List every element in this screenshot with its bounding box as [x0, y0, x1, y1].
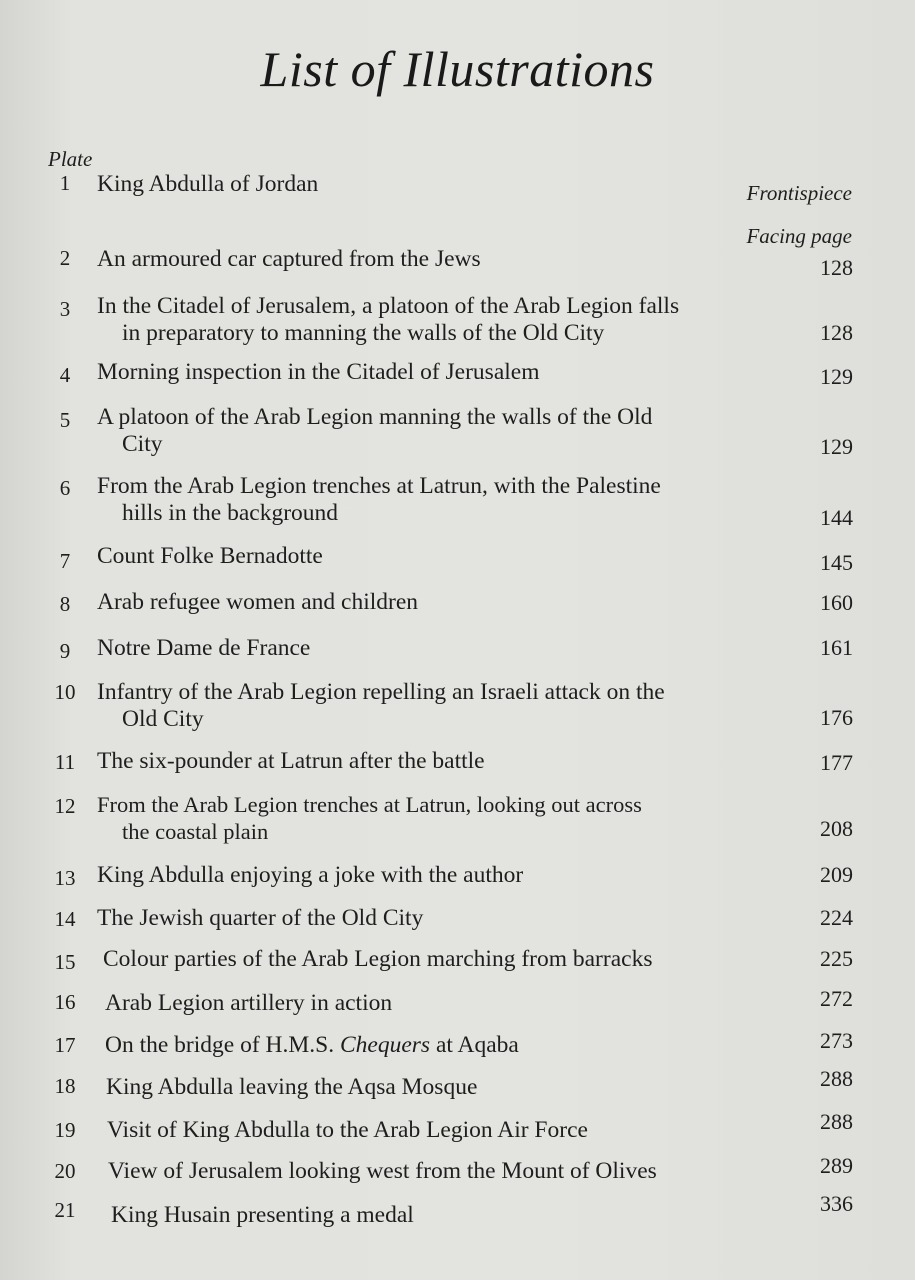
page-number: 336 [820, 1191, 853, 1216]
plate-number: 7 [59, 549, 71, 573]
plate-title: A platoon of the Arab Legion manning the walls of the Old City [97, 404, 653, 457]
page-number: 145 [820, 550, 853, 575]
plate-number: 16 [54, 990, 76, 1014]
plate-title: King Abdulla leaving the Aqsa Mosque [106, 1074, 478, 1100]
page-number: 129 [820, 434, 853, 459]
plate-number: 14 [54, 907, 76, 931]
plate-title: Infantry of the Arab Legion repelling an Israeli attack on the Old City [97, 679, 665, 732]
frontispiece-label: Frontispiece [746, 181, 852, 205]
plate-number: 20 [54, 1159, 76, 1183]
plate-number: 17 [54, 1033, 76, 1057]
plate-title: Arab refugee women and children [97, 589, 419, 615]
plate-number: 19 [54, 1118, 76, 1142]
plate-number: 15 [54, 950, 76, 974]
plate-title: Colour parties of the Arab Legion marching from barracks [103, 946, 653, 972]
plate-title: King Abdulla enjoying a joke with the author [97, 862, 524, 888]
page-number: 289 [820, 1153, 853, 1178]
page-number: 224 [820, 905, 853, 930]
plate-title: An armoured car captured from the Jews [97, 246, 481, 272]
page-number: 128 [820, 255, 853, 280]
plate-number: 1 [59, 171, 71, 195]
plate-number: 6 [59, 476, 71, 500]
page-number: 128 [820, 320, 853, 345]
page-number: 288 [820, 1109, 853, 1134]
plate-number: 10 [54, 680, 76, 704]
plate-title: Notre Dame de France [97, 635, 311, 661]
plate-title: The Jewish quarter of the Old City [97, 905, 424, 931]
page-number: 272 [820, 986, 853, 1011]
plate-title: King Husain presenting a medal [111, 1202, 414, 1228]
plate-number: 9 [59, 639, 71, 663]
plate-number: 13 [54, 866, 76, 890]
plate-title: The six-pounder at Latrun after the battle [97, 748, 485, 774]
facing-page-label: Facing page [746, 224, 852, 248]
plate-title: On the bridge of H.M.S. Chequers at Aqaba [105, 1032, 519, 1058]
plate-column-label: Plate [48, 147, 93, 171]
plate-title: In the Citadel of Jerusalem, a platoon of the Arab Legion falls in preparatory to manning the walls of the Old City [97, 293, 680, 346]
plate-title: King Abdulla of Jordan [97, 171, 319, 197]
page-number: 176 [820, 705, 853, 730]
plate-number: 2 [59, 246, 71, 270]
plate-title: Visit of King Abdulla to the Arab Legion Air Force [107, 1117, 588, 1143]
plate-title: From the Arab Legion trenches at Latrun, with the Palestine hills in the background [97, 473, 661, 526]
plate-title: Morning inspection in the Citadel of Jerusalem [97, 359, 540, 385]
plate-number: 12 [54, 794, 76, 818]
page-title: List of Illustrations [260, 41, 655, 97]
plate-number: 18 [54, 1074, 76, 1098]
page-number: 160 [820, 590, 853, 615]
page-number: 208 [820, 816, 853, 841]
plate-title: Arab Legion artillery in action [105, 990, 393, 1016]
page-number: 288 [820, 1066, 853, 1091]
plate-number: 3 [59, 297, 71, 321]
plate-number: 11 [54, 750, 76, 774]
plate-number: 5 [59, 408, 71, 432]
plate-title: View of Jerusalem looking west from the Mount of Olives [108, 1158, 657, 1184]
page-number: 144 [820, 505, 853, 530]
page-number: 273 [820, 1028, 853, 1053]
page-number: 129 [820, 364, 853, 389]
page-number: 161 [820, 635, 853, 660]
plate-title: Count Folke Bernadotte [97, 543, 323, 569]
plate-number: 8 [59, 592, 71, 616]
page-number: 177 [820, 750, 853, 775]
plate-number: 4 [59, 363, 71, 387]
page-number: 209 [820, 862, 853, 887]
plate-number: 21 [54, 1198, 76, 1222]
page-number: 225 [820, 946, 853, 971]
plate-title: From the Arab Legion trenches at Latrun, looking out across the coastal plain [97, 792, 642, 844]
